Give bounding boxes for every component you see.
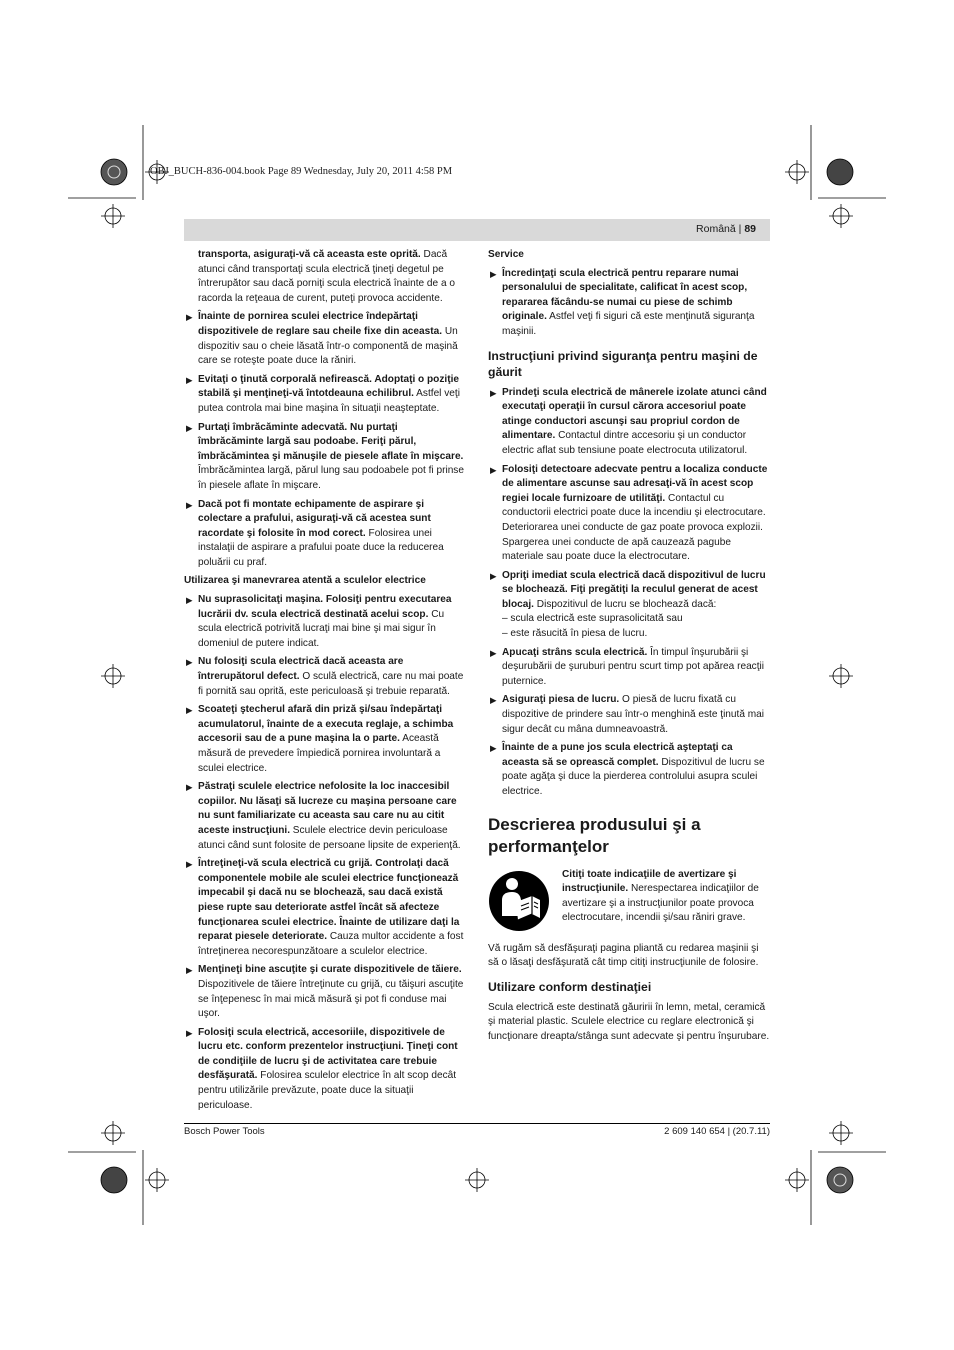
section-title: Descrierea produsului şi a performanţelor xyxy=(488,814,701,856)
item-bold: Încredinţaţi scula electrică pentru reparare numai personalului de specialitate, calificat în acest scop, repararea făcându-se numai cu piese de schimb originale. xyxy=(502,267,748,323)
item-bold: Înainte de pornirea sculei electrice îndepărtaţi dispozitivele de reglare sau cheile fixe din aceasta. xyxy=(198,311,443,337)
bullet-arrow-icon: ▶ xyxy=(186,595,193,606)
bullet-arrow-icon: ▶ xyxy=(186,1027,193,1038)
file-info: OBJ_BUCH-836-004.book Page 89 Wednesday, July 20, 2011 4:58 PM xyxy=(150,166,453,177)
item-bold: Prindeţi scula electrică de mânerele izolate atunci când executaţi operaţii în cursul cărora accesoriul poate atinge conductori ascunşi sau propriul cordon de alimentare. xyxy=(502,386,767,442)
bullet-arrow-icon: ▶ xyxy=(186,657,193,668)
item-bold: Întreţineţi-vă scula electrică cu grijă. Controlaţi dacă componentele mobile ale sculei electrice funcţionează impecabil şi dacă nu se blochează, sau dacă există piese rupte sau deteriorate astfel încât să afecteze funcţionarea sculei electrice. Înainte de utilizare daţi la reparat piesele deteriorate. xyxy=(198,858,460,943)
item-text: Îmbrăcămintea largă, părul lung sau podoabele pot fi prinse în piesele aflate în mişcare. xyxy=(198,465,464,491)
item-text: Cauza multor accidente a fost întreţinerea necorespunzătoare a sculelor electrice. xyxy=(198,931,464,957)
bullet-arrow-icon: ▶ xyxy=(186,705,193,716)
item-text: Dispozitivele de tăiere întreţinute cu grijă, cu tăişuri ascuţite se înţepenesc în mai mică măsură şi pot fi conduse mai uşor. xyxy=(198,978,464,1020)
item-text: Contactul dintre accesoriu şi un conductor electric aflat sub tensiune poate electrocuta utilizatorul. xyxy=(502,430,748,456)
item-text: Contactul cu conductorii electrici poate duce la incendiu şi electrocutare. Deteriorarea unei conducte de gaz poate provoca explozii. Spargerea unei conducte de apă cauzează pagube materiale sau poate duce la electrocutare. xyxy=(502,492,766,563)
bullet-arrow-icon: ▶ xyxy=(490,743,497,754)
item-text: Sculele electrice devin periculoase atunci când sunt folosite de persoane lipsite de experienţă. xyxy=(198,824,461,851)
item-bold: Apucaţi strâns scula electrică. xyxy=(502,646,648,658)
item-text: Folosirea sculelor electrice în alt scop decât pentru utilizările prevăzute, poate duce la situaţii periculoase. xyxy=(198,1070,457,1111)
dash-item: – scula electrică este suprasolicitată sau xyxy=(502,613,683,625)
bullet-arrow-icon: ▶ xyxy=(186,374,193,385)
header-language: Română xyxy=(696,223,736,235)
item-text: Astfel veţi putea controla mai bine maşina în situaţii neaşteptate. xyxy=(198,388,460,414)
item-bold: Opriţi imediat scula electrică dacă dispozitivul de lucru se blochează. Fiţi pregătiţi la reculul generat de acest blocaj. xyxy=(502,569,766,610)
item-bold: Purtaţi îmbrăcăminte adecvată. Nu purtaţi îmbrăcăminte largă sau podoabe. Feriţi părul, îmbrăcămintea şi mănuşile de piesele aflate în mişcare. xyxy=(198,421,464,462)
item-bold: Menţineţi bine ascuţite şi curate dispozitivele de tăiere. xyxy=(198,964,462,976)
item-bold: Nu folosiţi scula electrică dacă aceasta are întrerupătorul defect. xyxy=(198,656,404,683)
item-text: Un dispozitiv sau o cheie lăsată într-o componentă de maşină care se roteşte poate duce la răniri. xyxy=(198,325,458,367)
item-text: Această măsură de prevedere împiedică pornirea involuntară a sculei electrice. xyxy=(198,733,441,774)
item-text: O sculă electrică, care nu mai poate fi pornită sau oprită, este periculoasă şi trebuie reparată. xyxy=(198,671,464,697)
item-text: O piesă de lucru fixată cu dispozitive de prindere sau într-o menghină este ţinută mai sigur decât cu mâna dumneavoastră. xyxy=(502,694,765,735)
warning-bold: Citiţi toate indicaţiile de avertizare şi instrucţiunile. xyxy=(562,868,737,895)
bullet-arrow-icon: ▶ xyxy=(186,859,193,870)
bullet-arrow-icon: ▶ xyxy=(490,647,497,658)
bullet-arrow-icon: ▶ xyxy=(490,268,497,279)
subheading-usage: Utilizarea şi manevrarea atentă a sculelor electrice xyxy=(184,575,426,587)
footer-brand: Bosch Power Tools xyxy=(184,1126,265,1137)
item-bold: Evitaţi o ţinută corporală nefirească. Adoptaţi o poziţie stabilă şi menţineţi-vă întotdeauna echilibrul. xyxy=(198,373,459,400)
item-bold: Folosiţi scula electrică, accesoriile, dispozitivele de lucru etc. conform prezentelor instrucţiuni. Ţineţi cont de condiţiile de lucru şi de activitatea care trebuie desfăşurată. xyxy=(198,1026,458,1082)
bullet-arrow-icon: ▶ xyxy=(490,695,497,706)
item-text: Cu scula electrică potrivită lucraţi mai bine şi mai sigur în domeniul de putere indicat. xyxy=(198,608,445,649)
intro-text: Dacă atunci când transportaţi scula electrică ţineţi degetul pe întrerupător sau dacă porniţi scula electrică înainte de a o racorda la reţeaua de curent, puteţi provoca accidente. xyxy=(198,249,455,304)
item-bold: Păstraţi sculele electrice nefolosite la loc inaccesibil copiilor. Nu lăsaţi să lucreze cu maşina persoane care nu sunt familiarizate cu aceasta sau care nu au citit aceste instrucţiuni. xyxy=(198,781,457,836)
item-bold: Folosiţi detectoare adecvate pentru a localiza conducte de alimentare ascunse sau adresaţi-vă în acest scop regiei locale furnizoare de utilităţi. xyxy=(502,463,768,504)
item-text: Dispozitivul de lucru se poate agăţa şi duce la pierderea controlului asupra sculei electrice. xyxy=(502,756,765,797)
fold-note: Vă rugăm să desfăşuraţi pagina pliantă cu redarea maşinii şi să o lăsaţi desfăşurată cât timp citiţi instrucţiunile de folosire. xyxy=(488,942,759,969)
bullet-arrow-icon: ▶ xyxy=(186,782,193,793)
bullet-arrow-icon: ▶ xyxy=(490,570,497,581)
intro-bold: transporta, asiguraţi-vă că aceasta este oprită. xyxy=(198,249,421,260)
item-text: Dispozitivul de lucru se blochează dacă: xyxy=(533,598,717,610)
item-text: Folosirea unei instalaţii de aspirare a prafului poate duce la reducerea poluării cu praf. xyxy=(198,527,444,568)
bullet-arrow-icon: ▶ xyxy=(186,312,193,323)
dash-item: – este răsucită în piesa de lucru. xyxy=(502,628,648,640)
header-separator: | xyxy=(738,223,742,235)
bullet-arrow-icon: ▶ xyxy=(186,965,193,976)
item-bold: Dacă pot fi montate echipamente de aspirare şi colectare a prafului, asiguraţi-vă că acestea sunt racordate şi folosite în mod corect. xyxy=(198,498,431,539)
item-bold: Asiguraţi piesa de lucru. xyxy=(502,694,620,706)
item-text: Astfel veţi fi siguri că este menţinută siguranţa maşinii. xyxy=(502,311,755,337)
drill-safety-heading: Instrucţiuni privind siguranţa pentru maşini de găurit xyxy=(488,348,758,379)
bullet-arrow-icon: ▶ xyxy=(490,464,497,475)
service-heading: Service xyxy=(488,249,524,260)
warning-text: Nerespectarea indicaţiilor de avertizare şi a instrucţiunilor poate provoca electrocutare, incendii şi/sau răniri grave. xyxy=(562,883,759,924)
item-bold: Nu suprasolicitaţi maşina. Folosiţi pentru executarea lucrării dv. scula electrică destinată acelui scop. xyxy=(198,594,452,620)
bullet-arrow-icon: ▶ xyxy=(186,422,193,433)
item-bold: Scoateţi ştecherul afară din priză şi/sau îndepărtaţi acumulatorul, înainte de a executa reglaje, a schimba accesorii sau de a pune maşina la o parte. xyxy=(198,704,454,745)
item-text: În timpul înşurubării şi deşurubării de şuruburi pentru scurt timp pot apărea reacţii puternice. xyxy=(502,646,765,687)
usage-heading: Utilizare conform destinaţiei xyxy=(488,979,652,994)
item-bold: Înainte de a pune jos scula electrică aşteptaţi ca aceasta să se oprească complet. xyxy=(502,742,733,768)
header-page-number: 89 xyxy=(744,223,756,235)
bullet-arrow-icon: ▶ xyxy=(490,387,497,398)
footer-doc-number: 2 609 140 654 | (20.7.11) xyxy=(664,1126,770,1137)
usage-text: Scula electrică este destinată găuririi în lemn, metal, ceramică şi material plastic. Sculele electrice cu reglare electronică şi funcţionare dreapta/stânga sunt adecvate şi pentru înşurubare. xyxy=(488,1001,770,1042)
bullet-arrow-icon: ▶ xyxy=(186,499,193,510)
